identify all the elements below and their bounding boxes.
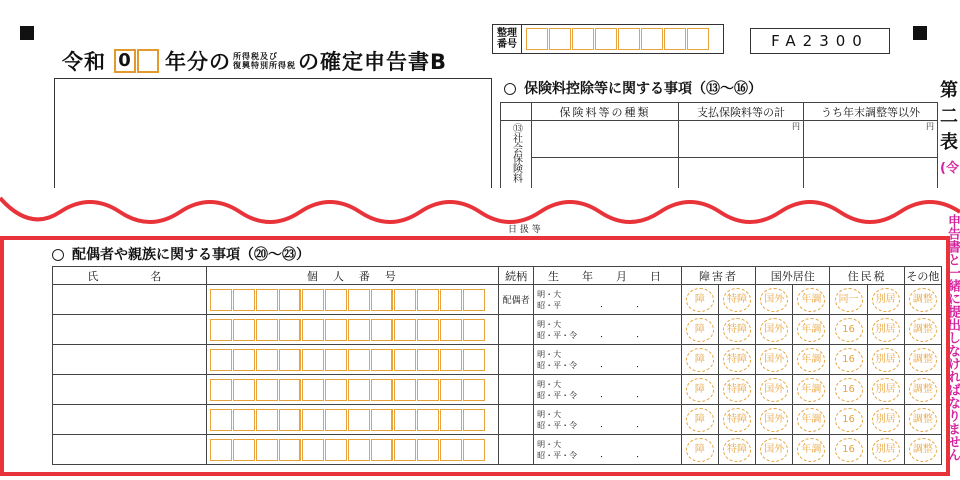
my-number-digit[interactable] bbox=[256, 439, 278, 461]
my-number-digit[interactable] bbox=[325, 409, 347, 431]
my-number-digit[interactable] bbox=[256, 379, 278, 401]
seiri-number-box bbox=[492, 24, 724, 54]
my-number-digit[interactable] bbox=[371, 439, 393, 461]
date-dot: ． bbox=[600, 330, 610, 340]
address-box[interactable] bbox=[54, 78, 492, 190]
col-other: その他 bbox=[904, 267, 941, 285]
title-nen: 年分の bbox=[165, 50, 231, 74]
spouse-label: 配偶者 bbox=[502, 296, 530, 306]
my-number-digit[interactable] bbox=[440, 349, 462, 371]
year-end-adjust-stamp[interactable]: 年調 bbox=[797, 318, 825, 342]
era-options-2: 昭・平・令 bbox=[537, 330, 578, 340]
birthdate-field[interactable] bbox=[534, 375, 682, 405]
birthdate-field[interactable] bbox=[534, 285, 682, 315]
my-number-digit[interactable] bbox=[256, 349, 278, 371]
my-number-digit[interactable] bbox=[463, 379, 485, 401]
my-number-digit[interactable] bbox=[302, 439, 324, 461]
my-number-digit[interactable] bbox=[233, 289, 255, 311]
special-disabled-stamp[interactable]: 特障 bbox=[723, 288, 751, 312]
col-disability: 障害者 bbox=[681, 267, 755, 285]
my-number-digit[interactable] bbox=[463, 439, 485, 461]
my-number-digit[interactable] bbox=[417, 319, 439, 341]
my-number-digit[interactable] bbox=[325, 349, 347, 371]
era-options-1: 明・大 bbox=[537, 379, 562, 389]
col-birthdate: 生 年 月 日 bbox=[534, 267, 682, 285]
abroad-stamp[interactable]: 国外 bbox=[760, 378, 788, 402]
col-resident-tax: 住民税 bbox=[830, 267, 904, 285]
birthdate-field[interactable] bbox=[534, 315, 682, 345]
abroad-stamp[interactable]: 国外 bbox=[760, 408, 788, 432]
my-number-digit[interactable] bbox=[371, 349, 393, 371]
separate-living-stamp[interactable]: 別居 bbox=[872, 378, 900, 402]
my-number-digit[interactable] bbox=[279, 379, 301, 401]
date-dot: ． bbox=[600, 450, 610, 460]
adjustment-stamp[interactable]: 調整 bbox=[909, 438, 937, 462]
my-number-digit[interactable] bbox=[394, 349, 416, 371]
my-number-digit[interactable] bbox=[325, 379, 347, 401]
era-options-2: 昭・平・令 bbox=[537, 450, 578, 460]
my-number-digit[interactable] bbox=[256, 289, 278, 311]
my-number-digit[interactable] bbox=[210, 439, 232, 461]
my-number-digit[interactable] bbox=[348, 409, 370, 431]
my-number-digit[interactable] bbox=[233, 349, 255, 371]
family-row bbox=[53, 345, 942, 375]
my-number-digit[interactable] bbox=[417, 379, 439, 401]
my-number-digit[interactable] bbox=[348, 289, 370, 311]
my-number-digit[interactable] bbox=[279, 409, 301, 431]
under-16-stamp[interactable]: 16 bbox=[835, 318, 863, 342]
my-number-digit[interactable] bbox=[233, 409, 255, 431]
my-number-digit[interactable] bbox=[256, 409, 278, 431]
disabled-stamp[interactable]: 障 bbox=[686, 288, 714, 312]
year-end-adjust-stamp[interactable]: 年調 bbox=[797, 288, 825, 312]
adjustment-stamp[interactable]: 調整 bbox=[909, 318, 937, 342]
col-name: 氏 名 bbox=[53, 267, 207, 285]
my-number-digit[interactable] bbox=[417, 349, 439, 371]
my-number-digit[interactable] bbox=[279, 349, 301, 371]
era-options-2: 昭・平 bbox=[537, 300, 562, 310]
my-number-digit[interactable] bbox=[463, 409, 485, 431]
my-number-digit[interactable] bbox=[348, 439, 370, 461]
my-number-digit[interactable] bbox=[463, 349, 485, 371]
relationship-field[interactable] bbox=[499, 315, 534, 345]
seiri-digit[interactable] bbox=[618, 28, 640, 50]
my-number-digit[interactable] bbox=[279, 439, 301, 461]
my-number-digit[interactable] bbox=[325, 289, 347, 311]
year-input-2[interactable] bbox=[137, 49, 159, 73]
birthdate-field[interactable] bbox=[534, 345, 682, 375]
name-field[interactable] bbox=[53, 285, 207, 315]
separate-living-stamp[interactable]: 別居 bbox=[872, 318, 900, 342]
my-number-digit[interactable] bbox=[394, 289, 416, 311]
era-options-1: 明・大 bbox=[537, 439, 562, 449]
date-dot: ． bbox=[600, 420, 610, 430]
era-options-1: 明・大 bbox=[537, 409, 562, 419]
form-title bbox=[62, 46, 447, 76]
relationship-field[interactable] bbox=[499, 405, 534, 435]
special-disabled-stamp[interactable]: 特障 bbox=[723, 408, 751, 432]
adjustment-stamp[interactable]: 調整 bbox=[909, 408, 937, 432]
special-disabled-stamp[interactable]: 特障 bbox=[723, 378, 751, 402]
family-row bbox=[53, 315, 942, 345]
corner-mark-left bbox=[20, 26, 34, 40]
my-number-digit[interactable] bbox=[279, 319, 301, 341]
under-16-stamp[interactable]: 16 bbox=[835, 348, 863, 372]
year-end-field[interactable]: 円 bbox=[804, 121, 938, 158]
my-number-digit[interactable] bbox=[302, 379, 324, 401]
my-number-digit[interactable] bbox=[302, 319, 324, 341]
family-row bbox=[53, 405, 942, 435]
seiri-digit[interactable] bbox=[526, 28, 548, 50]
era-options-2: 昭・平・令 bbox=[537, 390, 578, 400]
special-disabled-stamp[interactable]: 特障 bbox=[723, 318, 751, 342]
date-dot: ． bbox=[600, 360, 610, 370]
col-year-end: うち年末調整等以外 bbox=[804, 103, 938, 121]
my-number-digit[interactable] bbox=[371, 379, 393, 401]
my-number-digit[interactable] bbox=[440, 289, 462, 311]
year-end-adjust-stamp[interactable]: 年調 bbox=[797, 378, 825, 402]
seiri-digit[interactable] bbox=[595, 28, 617, 50]
era-label: 令和 bbox=[62, 50, 106, 74]
date-dot: ． bbox=[636, 330, 646, 340]
title-end: の確定申告書B bbox=[298, 50, 448, 74]
adjustment-stamp[interactable]: 調整 bbox=[909, 378, 937, 402]
circle-bullet-icon bbox=[504, 83, 516, 95]
social-insurance-label: ⑬社会保険料 bbox=[501, 121, 532, 194]
name-field[interactable] bbox=[53, 345, 207, 375]
col-insurance-type: 保険料等の種類 bbox=[532, 103, 679, 121]
partial-row-text: 日 扱 等 bbox=[508, 225, 541, 235]
name-field[interactable] bbox=[53, 315, 207, 345]
date-dot: ． bbox=[636, 450, 646, 460]
disabled-stamp[interactable]: 障 bbox=[686, 348, 714, 372]
birthdate-field[interactable] bbox=[534, 405, 682, 435]
seiri-digit[interactable] bbox=[687, 28, 709, 50]
insurance-heading: 保険料控除等に関する事項（⑬〜⑯） bbox=[504, 78, 762, 98]
special-disabled-stamp[interactable]: 特障 bbox=[723, 438, 751, 462]
relationship-field[interactable] bbox=[499, 375, 534, 405]
my-number-digit[interactable] bbox=[371, 289, 393, 311]
my-number-digit[interactable] bbox=[233, 439, 255, 461]
abroad-stamp[interactable]: 国外 bbox=[760, 348, 788, 372]
date-dot: ． bbox=[636, 420, 646, 430]
seiri-label-2: 番号 bbox=[497, 39, 517, 50]
era-options-1: 明・大 bbox=[537, 319, 562, 329]
col-my-number: 個 人 番 号 bbox=[206, 267, 498, 285]
paid-total-field[interactable]: 円 bbox=[679, 121, 804, 158]
my-number-digit[interactable] bbox=[210, 379, 232, 401]
date-dot: ． bbox=[636, 300, 646, 310]
col-relationship: 続柄 bbox=[499, 267, 534, 285]
year-end-adjust-stamp[interactable]: 年調 bbox=[797, 408, 825, 432]
insurance-table bbox=[500, 102, 938, 194]
same-family-stamp[interactable]: 同一 bbox=[835, 288, 863, 312]
corner-mark-right bbox=[913, 26, 927, 40]
seiri-digit[interactable] bbox=[641, 28, 663, 50]
my-number-digit[interactable] bbox=[394, 439, 416, 461]
my-number-digit[interactable] bbox=[417, 439, 439, 461]
my-number-digit[interactable] bbox=[302, 409, 324, 431]
my-number-digit[interactable] bbox=[394, 379, 416, 401]
date-dot: ． bbox=[636, 390, 646, 400]
tax-small-1: 所得税及び bbox=[233, 52, 278, 61]
my-number-digit[interactable] bbox=[417, 409, 439, 431]
side-label: 第 二 表 (令 bbox=[940, 80, 959, 176]
name-field[interactable] bbox=[53, 375, 207, 405]
special-disabled-stamp[interactable]: 特障 bbox=[723, 348, 751, 372]
my-number-digit[interactable] bbox=[371, 319, 393, 341]
name-field[interactable] bbox=[53, 435, 207, 465]
date-dot: ． bbox=[636, 360, 646, 370]
disabled-stamp[interactable]: 障 bbox=[686, 378, 714, 402]
my-number-digit[interactable] bbox=[371, 409, 393, 431]
my-number-digit[interactable] bbox=[325, 319, 347, 341]
adjustment-stamp[interactable]: 調整 bbox=[909, 288, 937, 312]
relationship-field[interactable] bbox=[499, 345, 534, 375]
birthdate-field[interactable] bbox=[534, 435, 682, 465]
family-row bbox=[53, 285, 942, 315]
my-number-digit[interactable] bbox=[394, 319, 416, 341]
era-options-1: 明・大 bbox=[537, 289, 562, 299]
family-table bbox=[52, 266, 942, 465]
separate-living-stamp[interactable]: 別居 bbox=[872, 408, 900, 432]
my-number-digit[interactable] bbox=[233, 319, 255, 341]
my-number-digit[interactable] bbox=[256, 319, 278, 341]
adjustment-stamp[interactable]: 調整 bbox=[909, 348, 937, 372]
my-number-digit[interactable] bbox=[394, 409, 416, 431]
era-options-2: 昭・平・令 bbox=[537, 420, 578, 430]
disabled-stamp[interactable]: 障 bbox=[686, 408, 714, 432]
my-number-digit[interactable] bbox=[210, 319, 232, 341]
my-number-digit[interactable] bbox=[440, 319, 462, 341]
family-row bbox=[53, 435, 942, 465]
era-options-1: 明・大 bbox=[537, 349, 562, 359]
name-field[interactable] bbox=[53, 405, 207, 435]
abroad-stamp[interactable]: 国外 bbox=[760, 438, 788, 462]
my-number-digit[interactable] bbox=[440, 439, 462, 461]
disabled-stamp[interactable]: 障 bbox=[686, 318, 714, 342]
separate-living-stamp[interactable]: 別居 bbox=[872, 348, 900, 372]
my-number-digit[interactable] bbox=[302, 289, 324, 311]
my-number-digit[interactable] bbox=[440, 409, 462, 431]
my-number-digit[interactable] bbox=[348, 349, 370, 371]
my-number-digit[interactable] bbox=[440, 379, 462, 401]
disabled-stamp[interactable]: 障 bbox=[686, 438, 714, 462]
year-end-adjust-stamp[interactable]: 年調 bbox=[797, 438, 825, 462]
seiri-label-1: 整理 bbox=[497, 28, 517, 39]
my-number-digit[interactable] bbox=[233, 379, 255, 401]
my-number-digit[interactable] bbox=[210, 349, 232, 371]
my-number-digit[interactable] bbox=[210, 289, 232, 311]
year-input[interactable]: 0 bbox=[114, 49, 136, 73]
my-number-digit[interactable] bbox=[325, 439, 347, 461]
under-16-stamp[interactable]: 16 bbox=[835, 408, 863, 432]
under-16-stamp[interactable]: 16 bbox=[835, 378, 863, 402]
under-16-stamp[interactable]: 16 bbox=[835, 438, 863, 462]
my-number-digit[interactable] bbox=[210, 409, 232, 431]
col-abroad: 国外居住 bbox=[756, 267, 830, 285]
separate-living-stamp[interactable]: 別居 bbox=[872, 438, 900, 462]
seiri-digit[interactable] bbox=[664, 28, 686, 50]
seiri-digit[interactable] bbox=[572, 28, 594, 50]
relationship-field[interactable] bbox=[499, 435, 534, 465]
insurance-type-field[interactable] bbox=[532, 121, 679, 158]
col-paid-total: 支払保険料等の計 bbox=[679, 103, 804, 121]
family-heading: 配偶者や親族に関する事項（⑳〜㉓） bbox=[52, 244, 310, 264]
separate-living-stamp[interactable]: 別居 bbox=[872, 288, 900, 312]
date-dot: ． bbox=[600, 300, 610, 310]
relationship-field[interactable] bbox=[499, 285, 534, 315]
family-row bbox=[53, 375, 942, 405]
circle-bullet-icon bbox=[52, 249, 64, 261]
my-number-digit[interactable] bbox=[302, 349, 324, 371]
seiri-digit[interactable] bbox=[549, 28, 571, 50]
date-dot: ． bbox=[600, 390, 610, 400]
year-end-adjust-stamp[interactable]: 年調 bbox=[797, 348, 825, 372]
abroad-stamp[interactable]: 国外 bbox=[760, 288, 788, 312]
cut-separator bbox=[0, 188, 960, 236]
my-number-digit[interactable] bbox=[463, 319, 485, 341]
pink-notice: 申告書と一緒に提出しなければなりません bbox=[945, 214, 960, 461]
abroad-stamp[interactable]: 国外 bbox=[760, 318, 788, 342]
form-code: FA2300 bbox=[750, 28, 890, 54]
tax-small-2: 復興特別所得税 bbox=[233, 61, 296, 70]
my-number-digit[interactable] bbox=[279, 289, 301, 311]
my-number-digit[interactable] bbox=[417, 289, 439, 311]
my-number-digit[interactable] bbox=[348, 319, 370, 341]
my-number-digit[interactable] bbox=[348, 379, 370, 401]
era-options-2: 昭・平・令 bbox=[537, 360, 578, 370]
my-number-digit[interactable] bbox=[463, 289, 485, 311]
